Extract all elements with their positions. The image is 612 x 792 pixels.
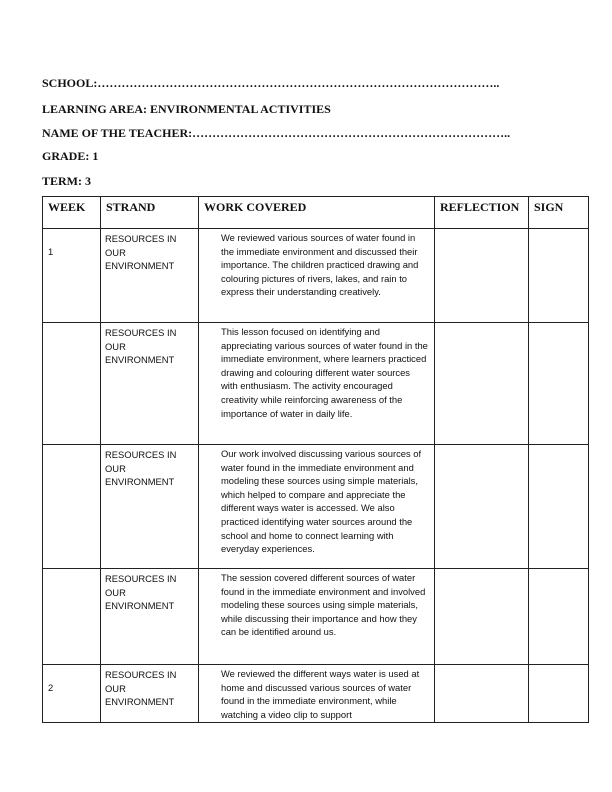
reflection-cell <box>435 323 529 445</box>
week-cell <box>43 569 101 665</box>
table-row <box>43 323 589 445</box>
record-of-work-table <box>42 196 589 723</box>
sign-cell <box>529 323 589 445</box>
strand-cell: RESOURCES IN OUR ENVIRONMENT <box>101 569 199 665</box>
sign-cell <box>529 445 589 569</box>
reflection-cell <box>435 445 529 569</box>
learning-area-field: LEARNING AREA: ENVIRONMENTAL ACTIVITIES <box>42 102 331 116</box>
work-covered-cell: This lesson focused on identifying and appreciating various sources of water found in the immediate environment, where learners practiced drawing and colouring different water sources with enthusiasm. The activity encouraged creativity while reinforcing awareness of the importance of water in daily life. <box>199 323 435 445</box>
work-covered-cell: We reviewed the different ways water is used at home and discussed various sources of water found in the immediate environment, while watching a video clip to support <box>199 665 435 723</box>
strand-cell: RESOURCES IN OUR ENVIRONMENT <box>101 445 199 569</box>
table-header-row <box>43 197 589 229</box>
week-cell <box>43 323 101 445</box>
school-field: SCHOOL:……………………………………………………………………………………….. <box>42 76 500 90</box>
column-header-sign: SIGN <box>529 197 589 229</box>
work-covered-cell: Our work involved discussing various sources of water found in the immediate environment and modeling these sources using simple materials, which helped to compare and appreciate the different ways water is accessed. We also practiced identifying water sources around the school and home to connect learning with everyday experiences. <box>199 445 435 569</box>
strand-cell: RESOURCES IN OUR ENVIRONMENT <box>101 229 199 323</box>
column-header-work-covered: WORK COVERED <box>199 197 435 229</box>
sign-cell <box>529 569 589 665</box>
grade-field: GRADE: 1 <box>42 149 99 163</box>
column-header-reflection: REFLECTION <box>435 197 529 229</box>
reflection-cell <box>435 569 529 665</box>
reflection-cell <box>435 229 529 323</box>
table-row <box>43 445 589 569</box>
reflection-cell <box>435 665 529 723</box>
column-header-week: WEEK <box>43 197 101 229</box>
strand-cell: RESOURCES IN OUR ENVIRONMENT <box>101 323 199 445</box>
week-cell: 1 <box>43 229 101 323</box>
teacher-name-field: NAME OF THE TEACHER:…………………………………………………………………….. <box>42 126 511 140</box>
week-cell: 2 <box>43 665 101 723</box>
work-covered-cell: The session covered different sources of water found in the immediate environment and involved modeling these sources using simple materials, while discussing their importance and how they can be identified around us. <box>199 569 435 665</box>
term-field: TERM: 3 <box>42 174 91 188</box>
sign-cell <box>529 229 589 323</box>
column-header-strand: STRAND <box>101 197 199 229</box>
sign-cell <box>529 665 589 723</box>
table-row <box>43 229 589 323</box>
week-cell <box>43 445 101 569</box>
table-row <box>43 665 589 723</box>
table-row <box>43 569 589 665</box>
work-covered-cell: We reviewed various sources of water found in the immediate environment and discussed their importance. The children practiced drawing and colouring pictures of rivers, lakes, and rain to express their understanding creatively. <box>199 229 435 323</box>
strand-cell: RESOURCES IN OUR ENVIRONMENT <box>101 665 199 723</box>
